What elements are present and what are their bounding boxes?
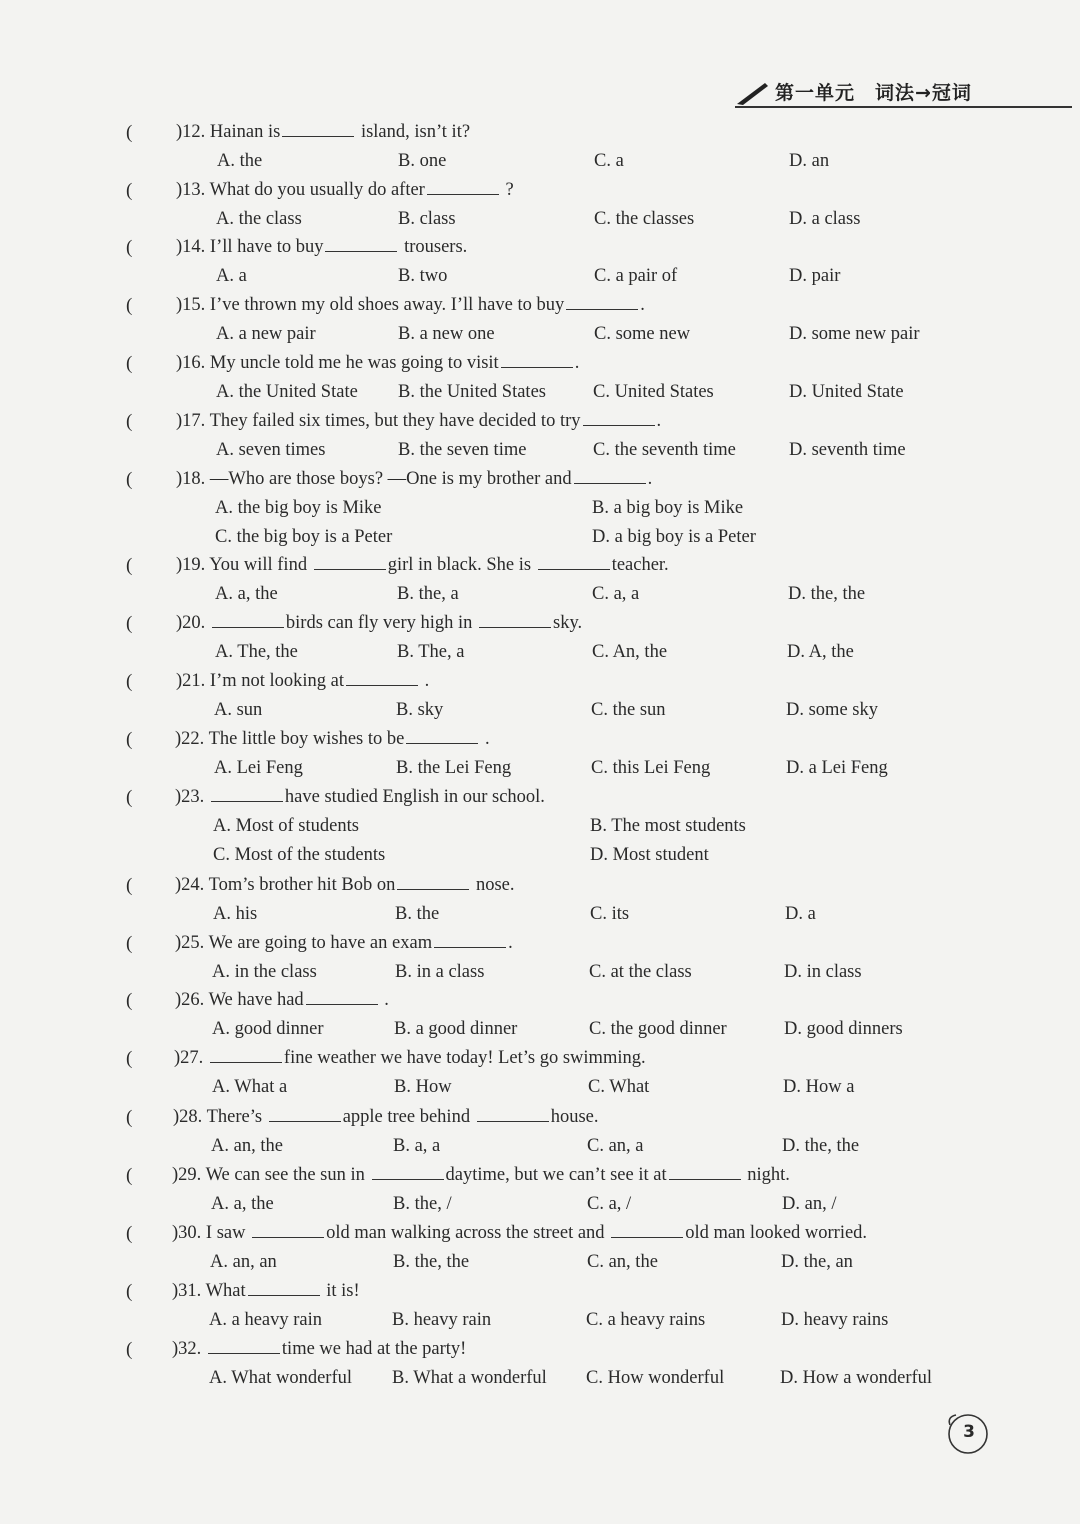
- question-number: )12.: [176, 122, 210, 142]
- answer-option[interactable]: B. a new one: [398, 324, 495, 344]
- answer-bracket[interactable]: (: [126, 353, 133, 374]
- answer-option[interactable]: C. an, a: [587, 1136, 644, 1156]
- question-stem: [175, 875, 515, 896]
- question-text: time we had at the party!: [281, 1339, 467, 1359]
- question-number: )26.: [175, 990, 209, 1010]
- question-text: apple tree behind: [342, 1107, 475, 1127]
- question-stem: [176, 671, 429, 692]
- answer-option[interactable]: B. a good dinner: [394, 1019, 518, 1039]
- answer-option[interactable]: C. a pair of: [594, 266, 678, 286]
- answer-bracket[interactable]: (: [126, 1165, 133, 1186]
- answer-option[interactable]: B. the Lei Feng: [396, 758, 512, 778]
- answer-option[interactable]: B. one: [398, 151, 447, 171]
- answer-option[interactable]: D. the, the: [782, 1136, 860, 1156]
- answer-option[interactable]: D. the, an: [781, 1252, 853, 1272]
- answer-blank[interactable]: [397, 875, 469, 890]
- answer-blank[interactable]: [208, 1339, 280, 1354]
- answer-option[interactable]: C. the classes: [594, 209, 695, 229]
- question-text: What do you usually do after: [209, 180, 425, 200]
- page-number: 3: [963, 1422, 975, 1442]
- answer-option[interactable]: A. sun: [214, 700, 263, 720]
- answer-option[interactable]: B. What a wonderful: [392, 1368, 547, 1388]
- question-text: .: [379, 990, 389, 1010]
- answer-bracket[interactable]: (: [126, 1281, 133, 1302]
- answer-option[interactable]: C. some new: [594, 324, 691, 344]
- question-number: )18.: [176, 469, 210, 489]
- answer-option[interactable]: A. The, the: [215, 642, 298, 662]
- question-stem: [176, 180, 514, 201]
- answer-option[interactable]: D. a: [785, 904, 816, 924]
- answer-blank[interactable]: [211, 787, 283, 802]
- question-text: My uncle told me he was going to visit: [209, 353, 499, 373]
- answer-option[interactable]: B. the, /: [393, 1194, 452, 1214]
- answer-blank[interactable]: [611, 1223, 683, 1238]
- answer-bracket[interactable]: (: [126, 237, 133, 258]
- question-stem: [176, 411, 661, 432]
- question-text: daytime, but we can’t see it at: [445, 1165, 667, 1185]
- question-text: I saw: [205, 1223, 251, 1243]
- page-number-badge: [944, 1411, 990, 1457]
- answer-option[interactable]: D. How a: [783, 1077, 855, 1097]
- answer-blank[interactable]: [477, 1107, 549, 1122]
- answer-blank[interactable]: [406, 729, 478, 744]
- answer-blank[interactable]: [248, 1281, 320, 1296]
- answer-bracket[interactable]: (: [126, 411, 133, 432]
- answer-blank[interactable]: [314, 555, 386, 570]
- question-stem: [175, 990, 389, 1011]
- answer-bracket[interactable]: (: [126, 875, 133, 896]
- answer-option[interactable]: B. the, a: [397, 584, 459, 604]
- question-number: )31.: [172, 1281, 206, 1301]
- answer-bracket[interactable]: (: [126, 671, 133, 692]
- answer-option[interactable]: C. its: [590, 904, 630, 924]
- answer-option[interactable]: A. the United State: [216, 382, 358, 402]
- question-text: old man looked worried.: [685, 1223, 868, 1243]
- answer-option[interactable]: A. Most of students: [213, 816, 359, 836]
- answer-bracket[interactable]: (: [126, 613, 133, 634]
- answer-blank[interactable]: [210, 1048, 282, 1063]
- question-text: .: [508, 933, 513, 953]
- answer-option[interactable]: A. a, the: [215, 584, 278, 604]
- answer-option[interactable]: C. Most of the students: [213, 845, 386, 865]
- question-text: I’ll have to buy: [209, 237, 324, 257]
- answer-blank[interactable]: [282, 122, 354, 137]
- answer-option[interactable]: D. an: [789, 151, 830, 171]
- answer-option[interactable]: C. the good dinner: [589, 1019, 727, 1039]
- answer-option[interactable]: A. the class: [216, 209, 302, 229]
- question-text: We are going to have an exam: [208, 933, 433, 953]
- answer-blank[interactable]: [583, 411, 655, 426]
- answer-bracket[interactable]: (: [126, 1107, 133, 1128]
- answer-option[interactable]: B. the, the: [393, 1252, 470, 1272]
- answer-option[interactable]: A. a: [216, 266, 247, 286]
- answer-option[interactable]: D. Most student: [590, 845, 709, 865]
- answer-option[interactable]: D. a big boy is a Peter: [592, 527, 756, 547]
- answer-option[interactable]: D. heavy rains: [781, 1310, 889, 1330]
- question-stem: [172, 1339, 466, 1360]
- answer-option[interactable]: A. an, an: [210, 1252, 277, 1272]
- question-text: There’s: [206, 1107, 267, 1127]
- question-stem: [175, 933, 513, 954]
- question-number: )29.: [172, 1165, 206, 1185]
- question-text: We have had: [208, 990, 304, 1010]
- answer-blank[interactable]: [372, 1165, 444, 1180]
- answer-option[interactable]: B. sky: [396, 700, 444, 720]
- answer-option[interactable]: D. a Lei Feng: [786, 758, 888, 778]
- answer-option[interactable]: A. seven times: [216, 440, 326, 460]
- answer-option[interactable]: C. An, the: [592, 642, 668, 662]
- question-stem: [175, 729, 490, 750]
- question-text: have studied English in our school.: [284, 787, 545, 807]
- question-text: .: [656, 411, 662, 431]
- answer-bracket[interactable]: (: [126, 1223, 133, 1244]
- answer-option[interactable]: C. the big boy is a Peter: [215, 527, 393, 547]
- question-stem: [172, 1223, 867, 1244]
- answer-bracket[interactable]: (: [126, 990, 133, 1011]
- answer-option[interactable]: B. heavy rain: [392, 1310, 492, 1330]
- question-text: trousers.: [399, 237, 468, 257]
- answer-option[interactable]: C. What: [588, 1077, 650, 1097]
- answer-option[interactable]: B. How: [394, 1077, 452, 1097]
- answer-blank[interactable]: [574, 469, 646, 484]
- answer-option[interactable]: C. a, a: [592, 584, 640, 604]
- answer-option[interactable]: C. a heavy rains: [586, 1310, 706, 1330]
- question-text: nose.: [471, 875, 515, 895]
- question-text: The little boy wishes to be: [208, 729, 405, 749]
- question-stem: [176, 353, 579, 374]
- question-number: )13.: [176, 180, 210, 200]
- answer-option[interactable]: D. How a wonderful: [780, 1368, 933, 1388]
- question-text: old man walking across the street and: [326, 1223, 610, 1243]
- question-number: )16.: [176, 353, 210, 373]
- answer-bracket[interactable]: (: [126, 469, 133, 490]
- question-text: house.: [550, 1107, 599, 1127]
- answer-blank[interactable]: [269, 1107, 341, 1122]
- answer-option[interactable]: B. class: [398, 209, 456, 229]
- answer-option[interactable]: D. an, /: [782, 1194, 837, 1214]
- answer-option[interactable]: B. the United States: [398, 382, 546, 402]
- question-text: it is!: [321, 1281, 360, 1301]
- answer-option[interactable]: C. a, /: [587, 1194, 632, 1214]
- question-stem: [173, 1107, 599, 1128]
- question-text: fine weather we have today! Let’s go swimming.: [283, 1048, 646, 1068]
- question-text: You will find: [209, 555, 312, 575]
- answer-option[interactable]: A. a, the: [211, 1194, 274, 1214]
- question-number: )19.: [176, 555, 210, 575]
- answer-option[interactable]: C. an, the: [587, 1252, 658, 1272]
- answer-option[interactable]: C. the sun: [591, 700, 666, 720]
- answer-option[interactable]: D. pair: [789, 266, 841, 286]
- question-number: )15.: [176, 295, 210, 315]
- answer-option[interactable]: C. at the class: [589, 962, 692, 982]
- answer-option[interactable]: A. What a: [212, 1077, 288, 1097]
- answer-blank[interactable]: [669, 1165, 741, 1180]
- answer-option[interactable]: A. good dinner: [212, 1019, 324, 1039]
- answer-option[interactable]: A. What wonderful: [209, 1368, 352, 1388]
- question-text: Tom’s brother hit Bob on: [208, 875, 396, 895]
- answer-blank[interactable]: [346, 671, 418, 686]
- question-number: )25.: [175, 933, 209, 953]
- answer-option[interactable]: A. the big boy is Mike: [215, 498, 382, 518]
- question-number: )24.: [175, 875, 209, 895]
- question-text: birds can fly very high in: [285, 613, 478, 633]
- answer-option[interactable]: A. in the class: [212, 962, 317, 982]
- answer-blank[interactable]: [566, 295, 638, 310]
- question-number: )32.: [172, 1339, 206, 1359]
- answer-option[interactable]: A. his: [213, 904, 258, 924]
- question-stem: [176, 469, 652, 490]
- answer-option[interactable]: B. a, a: [393, 1136, 441, 1156]
- question-text: teacher.: [611, 555, 669, 575]
- answer-blank[interactable]: [479, 613, 551, 628]
- question-stem: [176, 613, 582, 634]
- question-text: I’ve thrown my old shoes away. I’ll have to buy: [209, 295, 565, 315]
- answer-option[interactable]: A. an, the: [211, 1136, 283, 1156]
- answer-bracket[interactable]: (: [126, 555, 133, 576]
- unit-title: 第一单元 词法→冠词: [775, 82, 972, 104]
- answer-option[interactable]: D. a class: [789, 209, 861, 229]
- question-text: They failed six times, but they have decided to try: [209, 411, 581, 431]
- question-text: —Who are those boys? —One is my brother and: [209, 469, 572, 489]
- question-stem: [176, 555, 669, 576]
- answer-option[interactable]: A. the: [217, 151, 263, 171]
- question-text: sky.: [553, 613, 583, 633]
- question-stem: [176, 295, 645, 316]
- question-number: )27.: [174, 1048, 208, 1068]
- answer-option[interactable]: C. How wonderful: [586, 1368, 725, 1388]
- question-number: )28.: [173, 1107, 207, 1127]
- question-stem: [176, 237, 467, 258]
- answer-option[interactable]: A. a heavy rain: [209, 1310, 323, 1330]
- question-number: )17.: [176, 411, 210, 431]
- answer-bracket[interactable]: (: [126, 729, 133, 750]
- question-stem: [172, 1281, 360, 1302]
- question-text: .: [640, 295, 645, 315]
- answer-option[interactable]: C. the seventh time: [593, 440, 736, 460]
- answer-option[interactable]: C. United States: [593, 382, 714, 402]
- answer-blank[interactable]: [212, 613, 284, 628]
- answer-blank[interactable]: [434, 933, 506, 948]
- answer-bracket[interactable]: (: [126, 1339, 133, 1360]
- answer-option[interactable]: D. seventh time: [789, 440, 906, 460]
- answer-option[interactable]: B. The most students: [590, 816, 746, 836]
- question-number: )22.: [175, 729, 209, 749]
- answer-bracket[interactable]: (: [126, 295, 133, 316]
- question-text: What: [205, 1281, 246, 1301]
- answer-option[interactable]: B. in a class: [395, 962, 485, 982]
- answer-option[interactable]: B. a big boy is Mike: [592, 498, 744, 518]
- question-text: .: [480, 729, 490, 749]
- answer-blank[interactable]: [501, 353, 573, 368]
- question-text: ?: [500, 180, 514, 200]
- question-stem: [176, 122, 470, 143]
- answer-bracket[interactable]: (: [126, 180, 133, 201]
- answer-option[interactable]: C. a: [594, 151, 624, 171]
- answer-bracket[interactable]: (: [126, 787, 133, 808]
- question-stem: [175, 787, 545, 808]
- answer-option[interactable]: D. United State: [789, 382, 904, 402]
- answer-option[interactable]: A. a new pair: [216, 324, 316, 344]
- question-text: We can see the sun in: [205, 1165, 370, 1185]
- question-text: island, isn’t it?: [356, 122, 471, 142]
- question-number: )23.: [175, 787, 209, 807]
- answer-blank[interactable]: [252, 1223, 324, 1238]
- pen-stroke-icon: [735, 80, 769, 106]
- answer-bracket[interactable]: (: [126, 933, 133, 954]
- question-text: girl in black. She is: [387, 555, 536, 575]
- answer-blank[interactable]: [306, 990, 378, 1005]
- question-text: .: [574, 353, 580, 373]
- question-number: )14.: [176, 237, 210, 257]
- question-text: .: [647, 469, 653, 489]
- answer-option[interactable]: B. two: [398, 266, 448, 286]
- answer-option[interactable]: D. A, the: [787, 642, 854, 662]
- answer-option[interactable]: D. some new pair: [789, 324, 920, 344]
- answer-blank[interactable]: [427, 180, 499, 195]
- answer-option[interactable]: D. in class: [784, 962, 862, 982]
- answer-option[interactable]: D. some sky: [786, 700, 878, 720]
- question-number: )30.: [172, 1223, 206, 1243]
- question-text: .: [420, 671, 430, 691]
- answer-option[interactable]: B. the: [395, 904, 440, 924]
- answer-blank[interactable]: [325, 237, 397, 252]
- question-stem: [172, 1165, 790, 1186]
- answer-option[interactable]: B. The, a: [397, 642, 465, 662]
- question-text: I’m not looking at: [209, 671, 345, 691]
- question-text: Hainan is: [209, 122, 281, 142]
- question-text: night.: [742, 1165, 790, 1185]
- answer-option[interactable]: B. the seven time: [398, 440, 527, 460]
- answer-bracket[interactable]: (: [126, 122, 133, 143]
- question-number: )21.: [176, 671, 210, 691]
- answer-option[interactable]: D. good dinners: [784, 1019, 903, 1039]
- answer-option[interactable]: D. the, the: [788, 584, 866, 604]
- answer-blank[interactable]: [538, 555, 610, 570]
- answer-bracket[interactable]: (: [126, 1048, 133, 1069]
- answer-option[interactable]: C. this Lei Feng: [591, 758, 711, 778]
- unit-header: [735, 76, 1072, 108]
- question-number: )20.: [176, 613, 210, 633]
- answer-option[interactable]: A. Lei Feng: [214, 758, 303, 778]
- question-stem: [174, 1048, 646, 1069]
